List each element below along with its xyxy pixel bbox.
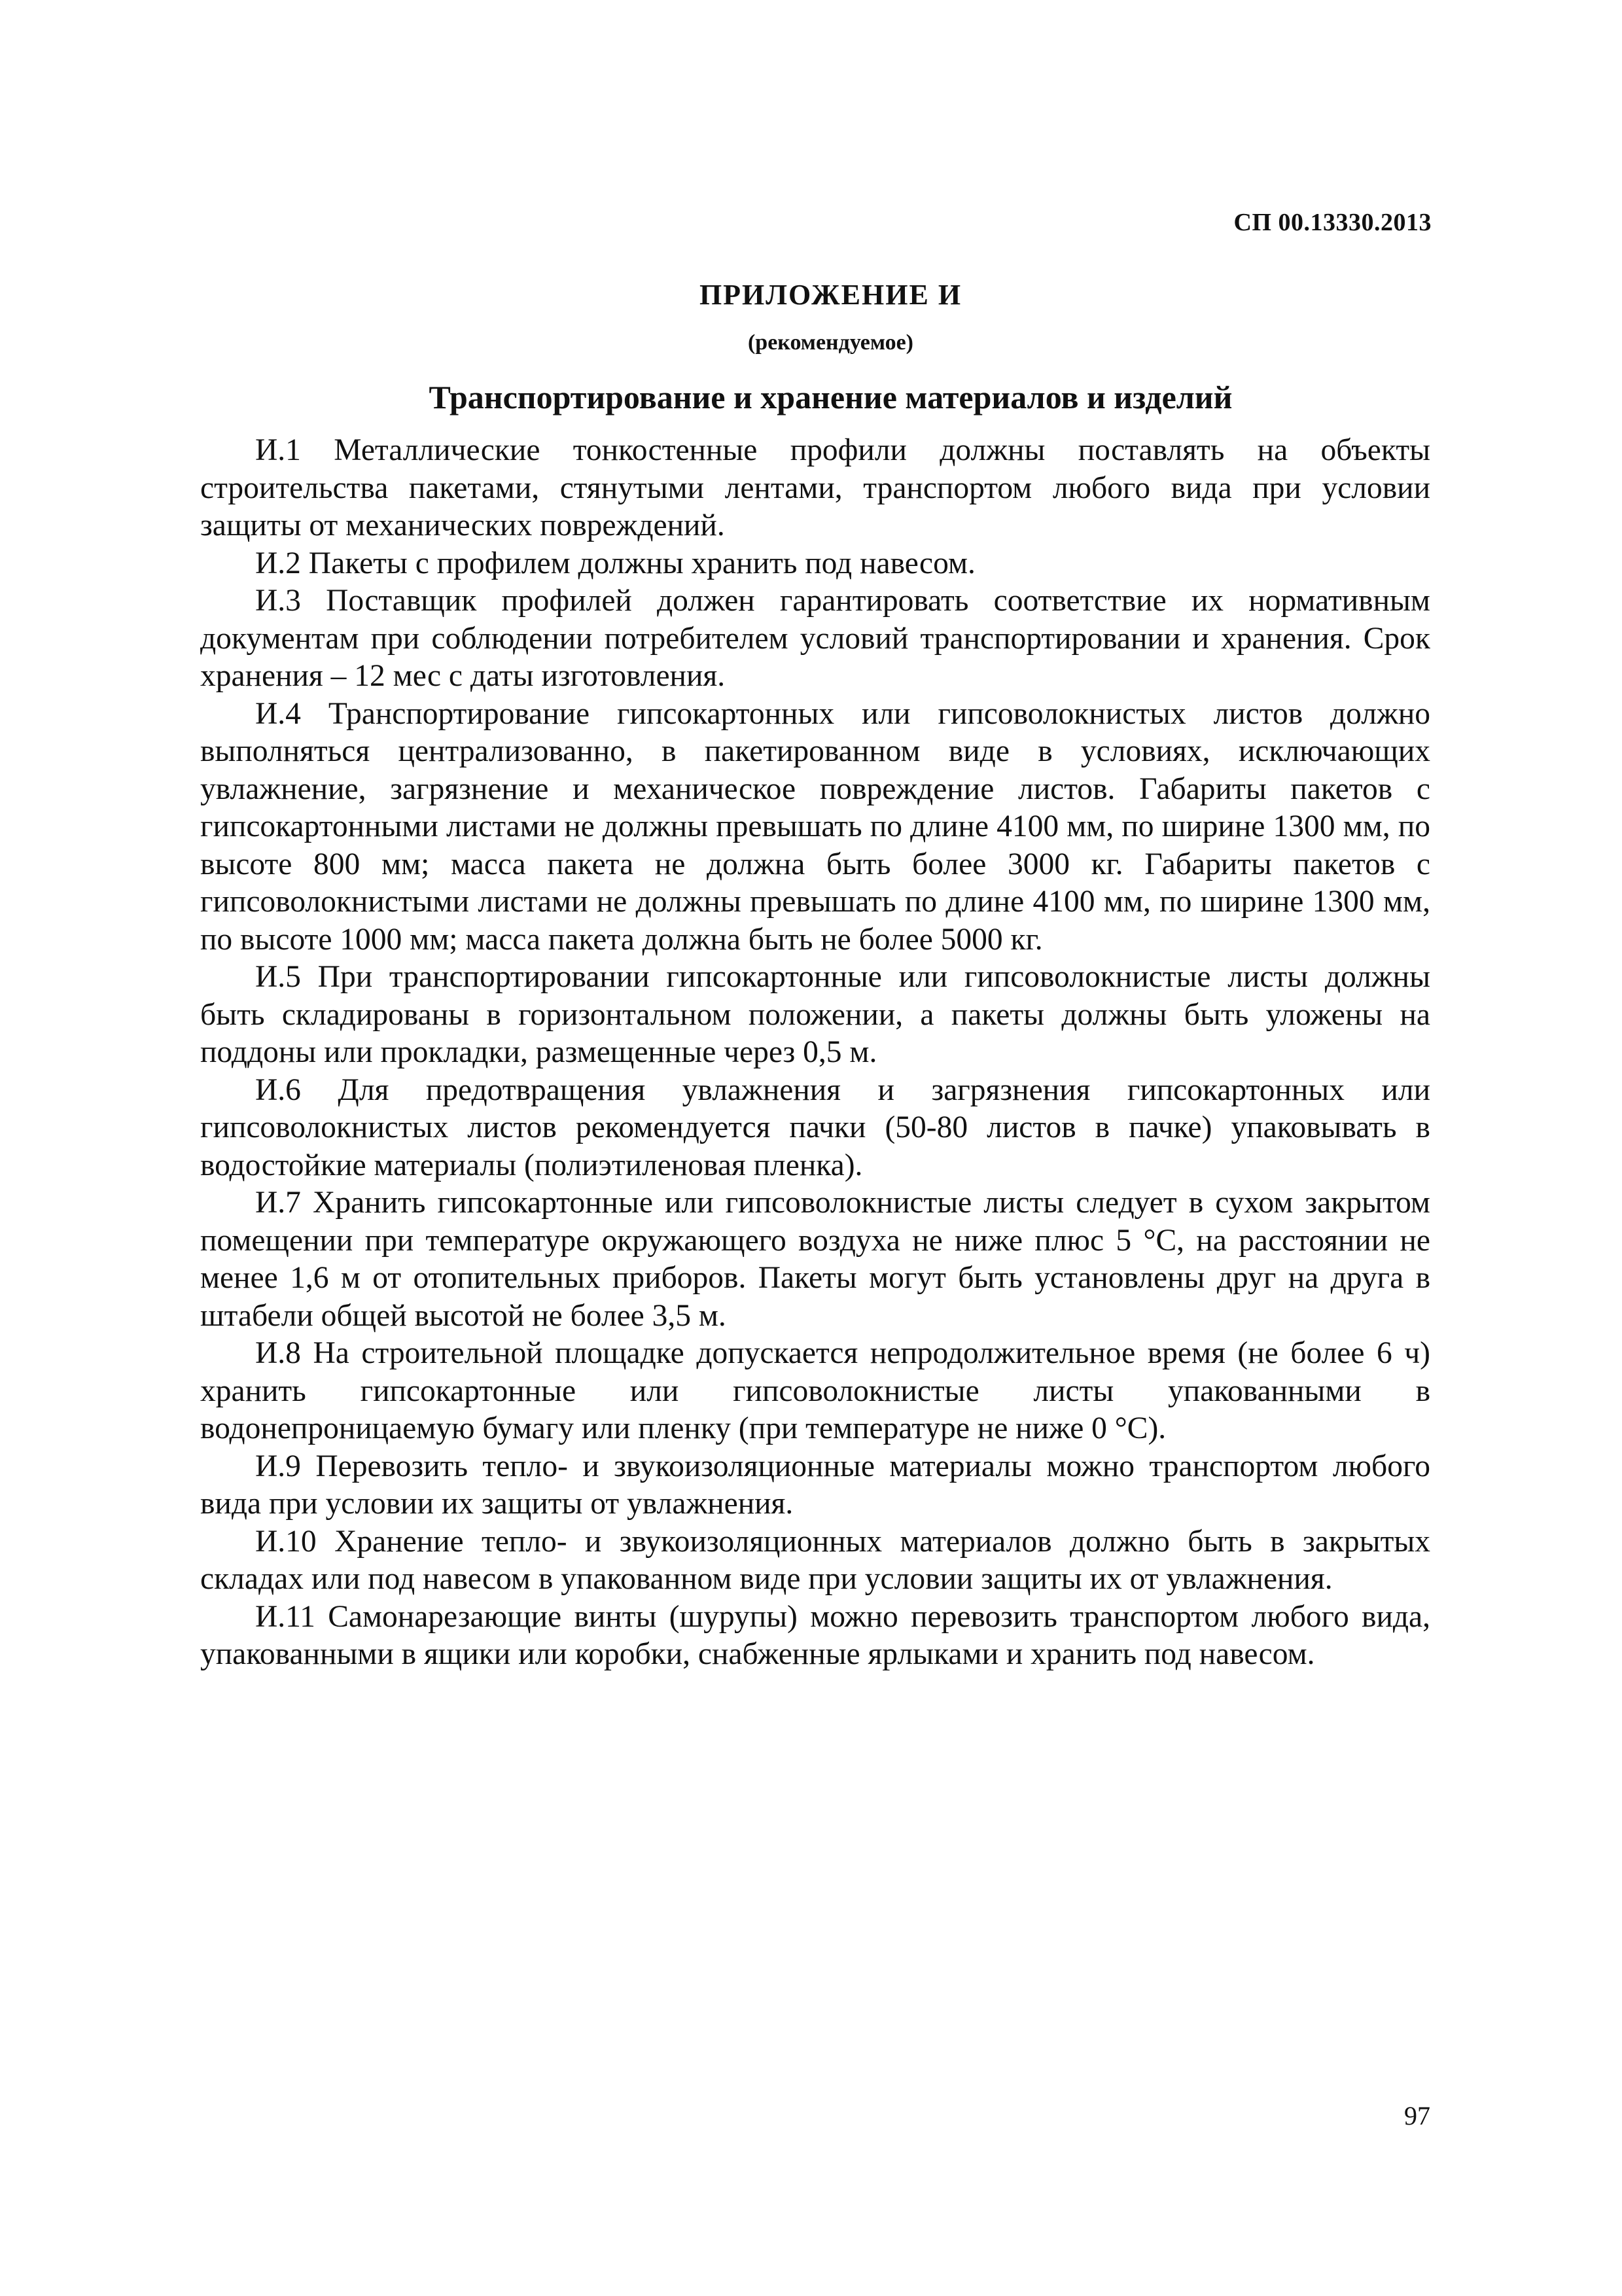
paragraph-i3: И.3 Поставщик профилей должен гарантировать соответствие их нормативным документам при соблюдении потребителем условий транспортировании и хранения. Срок хранения – 12 мес с даты изготовления. (200, 584, 1430, 693)
section-title: Транспортирование и хранение материалов и изделий (429, 379, 1233, 415)
paragraph-i8: И.8 На строительной площадке допускается непродолжительное время (не более 6 ч) хранить гипсокартонные или гипсоволокнистые листы упакованными в водонепроницаемую бумагу или пленку (при температуре не ниже 0 °С). (200, 1336, 1430, 1445)
paragraph-i11: И.11 Самонарезающие винты (шурупы) можно перевозить транспортом любого вида, упакованными в ящики или коробки, снабженные ярлыками и хранить под навесом. (200, 1599, 1430, 1671)
paragraph-i9: И.9 Перевозить тепло- и звукоизоляционные материалы можно транспортом любого вида при условии их защиты от увлажнения. (200, 1449, 1430, 1521)
paragraph-i4: И.4 Транспортирование гипсокартонных или гипсоволокнистых листов должно выполняться централизованно, в пакетированном виде в условиях, исключающих увлажнение, загрязнение и механическое повреждение листов. Габариты пакетов с гипсокартонными листами не должны превышать по длине 4100 мм, по ширине 1300 мм, по высоте 800 мм; масса пакета не должна быть более 3000 кг. Габариты пакетов с гипсоволокнистыми листами не должны превышать по длине 4100 мм, по ширине 1300 мм, по высоте 1000 мм; масса пакета должна быть не более 5000 кг. (200, 696, 1430, 957)
paragraph-i2: И.2 Пакеты с профилем должны хранить под навесом. (255, 546, 976, 580)
paragraph-i1: И.1 Металлические тонкостенные профили должны поставлять на объекты строительства пакетами, стянутыми лентами, транспортом любого вида при условии защиты от механических повреждений. (200, 433, 1430, 542)
appendix-title: ПРИЛОЖЕНИЕ И (699, 279, 962, 311)
paragraph-i7: И.7 Хранить гипсокартонные или гипсоволокнистые листы следует в сухом закрытом помещении при температуре окружающего воздуха не ниже плюс 5 °С, на расстоянии не менее 1,6 м от отопительных приборов. Пакеты могут быть установлены друг на друга в штабели общей высотой не более 3,5 м. (200, 1186, 1430, 1333)
page-number: 97 (1404, 2101, 1430, 2130)
paragraph-i6: И.6 Для предотвращения увлажнения и загрязнения гипсокартонных или гипсоволокнистых листов рекомендуется пачки (50-80 листов в пачке) упаковывать в водостойкие материалы (полиэтиленовая пленка). (200, 1072, 1430, 1182)
document-body (200, 432, 1430, 1674)
paragraph-i5: И.5 При транспортировании гипсокартонные или гипсоволокнистые листы должны быть складированы в горизонтальном положении, а пакеты должны быть уложены на поддоны или прокладки, размещенные через 0,5 м. (200, 960, 1430, 1069)
paragraph-i10: И.10 Хранение тепло- и звукоизоляционных материалов должно быть в закрытых складах или под навесом в упакованном виде при условии защиты их от увлажнения. (200, 1524, 1430, 1596)
appendix-type: (рекомендуемое) (747, 330, 914, 355)
document-code: СП 00.13330.2013 (1233, 209, 1432, 236)
